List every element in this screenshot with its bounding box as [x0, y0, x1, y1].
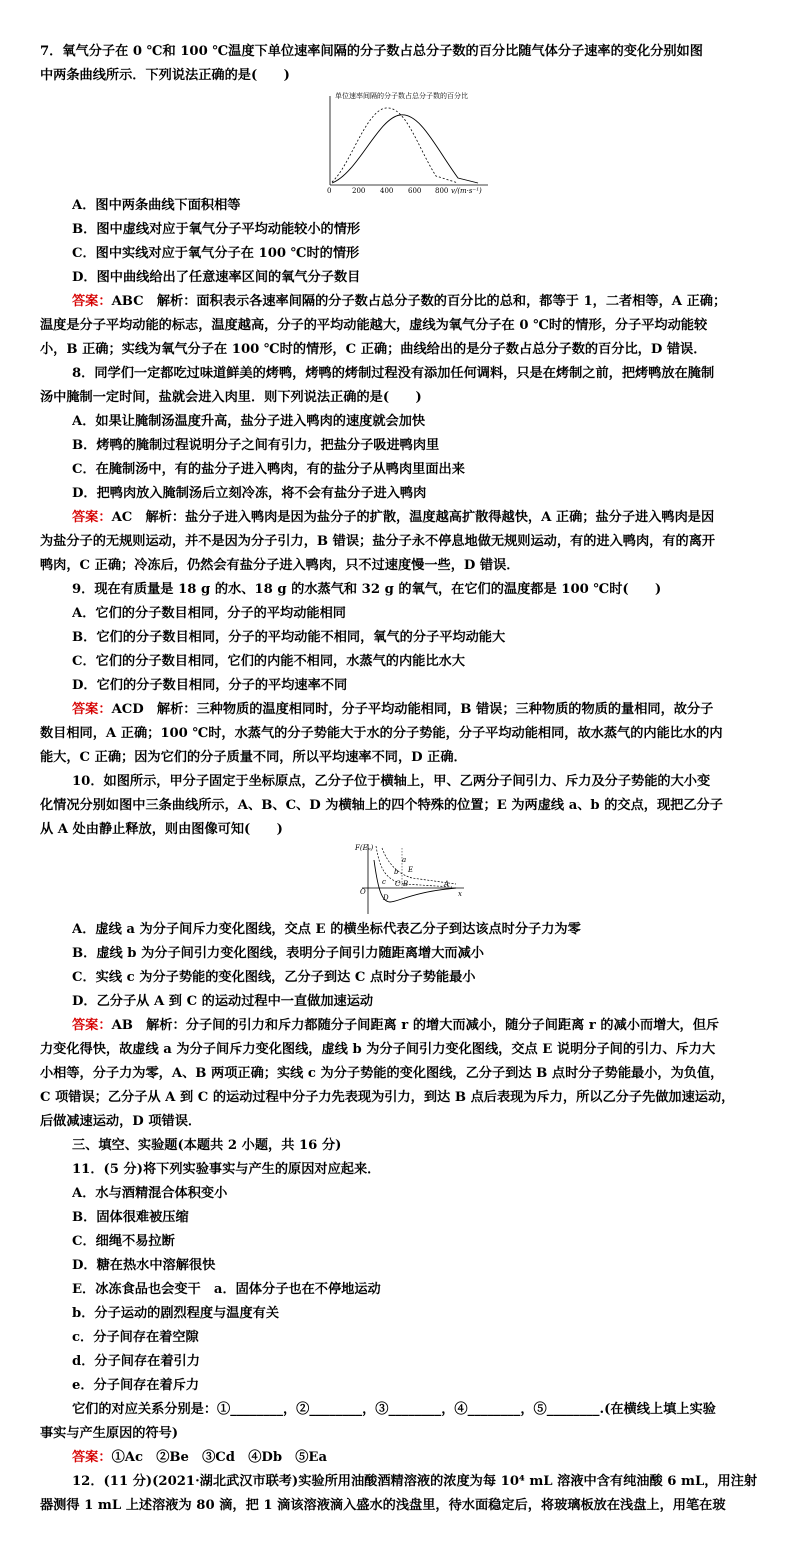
q11-fact-d: D．糖在热水中溶解很快 [72, 1258, 216, 1273]
curve-b [382, 848, 456, 884]
answer-label: 答案： [72, 294, 112, 309]
q10-option-a: A．虚线 a 为分子间斥力变化图线，交点 E 的横坐标代表乙分子到达该点时分子力为零 [72, 922, 581, 937]
x-tick-400: 400 [380, 187, 394, 194]
q11-fact-c: C．细绳不易拉断 [72, 1234, 175, 1249]
q12-stem-2: 器测得 1 mL 上述溶液为 80 滴，把 1 滴该溶液滴入盛水的浅盘里，待水面稳定后，将玻璃板放在浅盘上，用笔在玻 [40, 1498, 726, 1513]
q11-fact-e: E．冰冻食品也会变干 a．固体分子也在不停地运动 [72, 1282, 381, 1297]
curve-a [376, 846, 452, 887]
label-x: x [458, 890, 462, 898]
q10-stem-2: 化情况分别如图中三条曲线所示，A、B、C、D 为横轴上的四个特殊的位置；E 为两虚线 a、b 的交点，现把乙分子 [40, 798, 723, 813]
x-tick-800: 800 [435, 187, 449, 194]
q9-option-c: C．它们的分子数目相同，它们的内能不相同，水蒸气的内能比水大 [72, 654, 465, 669]
q9-analysis-2: 数目相同，A 正确；100 ℃时，水蒸气的分子势能大于水的分子势能，分子平均动能相同，故水蒸气的内能比水的内 [40, 726, 723, 741]
answer-label: 答案： [72, 1450, 112, 1465]
q10-analysis-1: AB 解析：分子间的引力和斥力都随分子间距离 r 的增大而减小，随分子间距离 r 的减小而增大，但斥 [111, 1018, 720, 1033]
q7-answer [72, 292, 764, 312]
q9-stem: 9．现在有质量是 18 g 的水、18 g 的水蒸气和 32 g 的氧气，在它们的温度都是 100 ℃时( ) [72, 582, 662, 597]
answer-label: 答案： [72, 1018, 112, 1033]
label-origin: O [360, 888, 366, 896]
q11-fact-a: A．水与酒精混合体积变小 [72, 1186, 228, 1201]
x-tick-200: 200 [352, 187, 366, 194]
q9-option-a: A．它们的分子数目相同，分子的平均动能相同 [72, 606, 346, 621]
x-tick-0: 0 [327, 187, 332, 194]
q8-option-d: D．把鸭肉放入腌制汤后立刻冷冻，将不会有盐分子进入鸭肉 [72, 486, 427, 501]
q9-option-d: D．它们的分子数目相同，分子的平均速率不同 [72, 678, 348, 693]
speed-distribution-figure [318, 88, 493, 194]
x-axis-label: v/(m·s⁻¹) [451, 187, 482, 194]
q10-option-b: B．虚线 b 为分子间引力变化图线，表明分子间引力随距离增大而减小 [72, 946, 484, 961]
q8-analysis-3: 鸭肉，C 正确；冷冻后，仍然会有盐分子进入鸭肉，只不过速度慢一些，D 错误． [40, 558, 520, 573]
curve-0c [332, 108, 458, 183]
q7-analysis-1: ABC 解析：面积表示各速率间隔的分子数占总分子数的百分比的总和，都等于 1，二者相等，A 正确； [111, 294, 727, 309]
q8-stem-1: 8．同学们一定都吃过味道鲜美的烤鸭，烤鸭的烤制过程没有添加任何调料，只是在烤制之前，把烤鸭放在腌制 [72, 366, 715, 381]
q11-fill-blanks: 它们的对应关系分别是：①________，②________，③________，④________，⑤________.(在横线上填上实验 [72, 1402, 716, 1417]
q7-analysis-2: 温度是分子平均动能的标志，温度越高，分子的平均动能越大，虚线为氧气分子在 0 ℃时的情形，分子平均动能较 [40, 318, 708, 333]
q8-option-b: B．烤鸭的腌制过程说明分子之间有引力，把盐分子吸进鸭肉里 [72, 438, 440, 453]
q11-reason-e: e．分子间存在着斥力 [72, 1378, 200, 1393]
q10-analysis-5: 后做减速运动，D 项错误． [40, 1114, 202, 1129]
q7-stem-2: 中两条曲线所示．下列说法正确的是( ) [40, 68, 290, 83]
answer-label: 答案： [72, 702, 112, 717]
figure2-y-label: F(Eₚ) [355, 844, 374, 852]
q7-option-a: A．图中两条曲线下面积相等 [72, 198, 241, 213]
q10-option-d: D．乙分子从 A 到 C 的运动过程中一直做加速运动 [72, 994, 374, 1009]
q11-reason-d: d．分子间存在着引力 [72, 1354, 200, 1369]
q7-option-c: C．图中实线对应于氧气分子在 100 ℃时的情形 [72, 246, 360, 261]
figure1-title: 单位速率间隔的分子数占总分子数的百分比 [335, 92, 468, 100]
q9-option-b: B．它们的分子数目相同，分子的平均动能不相同，氧气的分子平均动能大 [72, 630, 506, 645]
q10-analysis-3: 小相等，分子力为零，A、B 两项正确；实线 c 为分子势能的变化图线，乙分子到达 B 点时分子势能最小，为负值， [40, 1066, 724, 1081]
label-point-d: D [383, 894, 389, 902]
q7-stem-1: 7．氧气分子在 0 ℃和 100 ℃温度下单位速率间隔的分子数占总分子数的百分比随气体分子速率的变化分别如图 [40, 44, 703, 59]
answer-label: 答案： [72, 510, 112, 525]
q8-answer [72, 508, 764, 528]
q9-analysis-1: ACD 解析：三种物质的温度相同时，分子平均动能相同，B 错误；三种物质的物质的量相同，故分子 [111, 702, 714, 717]
q8-option-c: C．在腌制汤中，有的盐分子进入鸭肉，有的盐分子从鸭肉里面出来 [72, 462, 465, 477]
q11-stem: 11．(5 分)将下列实验事实与产生的原因对应起来． [72, 1162, 381, 1177]
label-point-b: B [403, 880, 409, 888]
section-heading: 三、填空、实验题(本题共 2 小题，共 16 分) [72, 1138, 342, 1153]
q11-reason-c: c．分子间存在着空隙 [72, 1330, 199, 1345]
q9-analysis-3: 能大，C 正确；因为它们的分子质量不同，所以平均速率不同，D 正确． [40, 750, 467, 765]
q10-answer [72, 1016, 764, 1036]
q8-stem-2: 汤中腌制一定时间，盐就会进入肉里．则下列说法正确的是( ) [40, 390, 422, 405]
q7-analysis-3: 小，B 正确；实线为氧气分子在 100 ℃时的情形，C 正确；曲线给出的是分子数占总分子数的百分比，D 错误． [40, 342, 707, 357]
q7-option-d: D．图中曲线给出了任意速率区间的氧气分子数目 [72, 270, 361, 285]
q10-stem-1: 10．如图所示，甲分子固定于坐标原点，乙分子位于横轴上，甲、乙两分子间引力、斥力及分子势能的大小变 [72, 774, 711, 789]
label-c: c [382, 878, 386, 886]
q10-option-c: C．实线 c 为分子势能的变化图线，乙分子到达 C 点时分子势能最小 [72, 970, 476, 985]
label-a: a [402, 856, 407, 864]
label-b: b [394, 868, 399, 876]
q11-answer [72, 1448, 764, 1468]
q10-analysis-4: C 项错误；乙分子从 A 到 C 的运动过程中分子力先表现为引力，到达 B 点后表现为斥力，所以乙分子先做加速运动， [40, 1090, 735, 1105]
q9-answer [72, 700, 764, 720]
q8-option-a: A．如果让腌制汤温度升高，盐分子进入鸭肉的速度就会加快 [72, 414, 426, 429]
q11-reason-b: b．分子运动的剧烈程度与温度有关 [72, 1306, 280, 1321]
q8-analysis-2: 为盐分子的无规则运动，并不是因为分子引力，B 错误；盐分子永不停息地做无规则运动，有的进入鸭肉，有的离开 [40, 534, 716, 549]
q10-stem-3: 从 A 处由静止释放，则由图像可知( ) [40, 822, 283, 837]
q11-fact-b: B．固体很难被压缩 [72, 1210, 189, 1225]
q7-option-b: B．图中虚线对应于氧气分子平均动能较小的情形 [72, 222, 361, 237]
q8-analysis-1: AC 解析：盐分子进入鸭肉是因为盐分子的扩散，温度越高扩散得越快，A 正确；盐分子进入鸭肉是因 [111, 510, 715, 525]
molecular-force-figure [352, 840, 468, 916]
label-point-a: A [444, 880, 450, 888]
q10-analysis-2: 力变化得快，故虚线 a 为分子间斥力变化图线，虚线 b 为分子间引力变化图线，交点 E 说明分子间的引力、斥力大 [40, 1042, 716, 1057]
q11-fill-note: 事实与产生原因的符号) [40, 1426, 179, 1441]
curve-100c [332, 115, 478, 183]
label-e: E [408, 866, 414, 874]
q11-answer-text: ①Ac ②Be ③Cd ④Db ⑤Ea [111, 1450, 328, 1465]
q12-stem-1: 12．(11 分)(2021·湖北武汉市联考)实验所用油酸酒精溶液的浓度为每 10⁴ mL 溶液中含有纯油酸 6 mL，用注射 [72, 1474, 758, 1489]
x-tick-600: 600 [408, 187, 422, 194]
label-point-c: C [395, 880, 401, 888]
